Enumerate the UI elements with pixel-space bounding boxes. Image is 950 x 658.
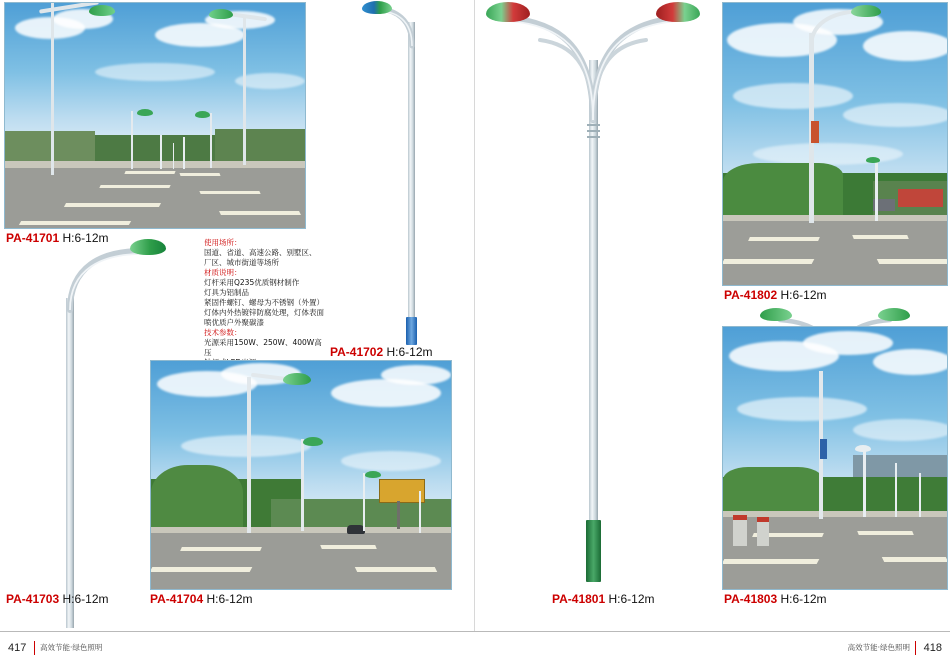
- product-height: H:6-12m: [386, 345, 433, 359]
- footer-divider-right: [915, 641, 916, 655]
- material-line-3: 紧固件螺钉、螺母为不锈钢（外置）: [204, 298, 324, 307]
- caption-41803: [724, 592, 827, 606]
- material-title: 材质说明：: [204, 268, 242, 277]
- product-code: PA-41703: [6, 592, 60, 606]
- footer-label-right: 高效节能·绿色照明: [847, 643, 910, 652]
- product-photo-41803: [722, 326, 948, 590]
- product-height: H:6-12m: [62, 231, 109, 245]
- material-line-4: 灯体内外热镀锌防腐处理，灯体表面: [204, 308, 324, 317]
- product-code: PA-41704: [150, 592, 204, 606]
- product-height: H:6-12m: [780, 592, 827, 606]
- tech-title: 技术参数：: [204, 328, 242, 337]
- product-photo-41802: [722, 2, 948, 286]
- product-height: H:6-12m: [62, 592, 109, 606]
- footer-divider-left: [34, 641, 35, 655]
- pole-base: [406, 317, 417, 345]
- luminaire-left: [760, 308, 792, 321]
- page-number-left: 417: [8, 642, 27, 654]
- material-line-1: 灯杆采用Q235优质钢材制作: [204, 278, 300, 287]
- product-photo-41704: [150, 360, 452, 590]
- product-photo-41701: [4, 2, 306, 229]
- caption-41802: [724, 288, 827, 302]
- caption-41703: [6, 592, 109, 606]
- luminaire: [130, 239, 166, 255]
- page-number-right: 418: [923, 642, 942, 654]
- pole-base: [586, 520, 601, 582]
- product-code: PA-41701: [6, 231, 60, 245]
- caption-41704: [150, 592, 253, 606]
- product-drawing-41702: [360, 0, 460, 345]
- page-footer: [0, 631, 950, 658]
- luminaire: [362, 1, 392, 14]
- usage-title: 使用场所：: [204, 238, 242, 247]
- product-code: PA-41802: [724, 288, 778, 302]
- tech-line-1: 光源采用150W、250W、400W高压: [204, 338, 322, 357]
- usage-line-1: 国道、省道、高速公路、别墅区、: [204, 248, 317, 257]
- luminaire-right: [878, 308, 910, 321]
- product-height: H:6-12m: [206, 592, 253, 606]
- product-height: H:6-12m: [608, 592, 655, 606]
- product-code: PA-41702: [330, 345, 384, 359]
- caption-41801: [552, 592, 655, 606]
- luminaire-right: [656, 2, 700, 22]
- usage-line-2: 厂区、城市街道等场所: [204, 258, 279, 267]
- luminaire-left: [486, 2, 530, 22]
- product-height: H:6-12m: [780, 288, 827, 302]
- footer-label-left: 高效节能·绿色照明: [40, 643, 103, 652]
- caption-41702: [330, 345, 433, 359]
- page-gutter: [474, 0, 475, 632]
- material-line-5: 喷优质户外聚碳漆: [204, 318, 264, 327]
- product-code: PA-41803: [724, 592, 778, 606]
- material-line-2: 灯具为铝制品: [204, 288, 249, 297]
- product-code: PA-41801: [552, 592, 606, 606]
- product-drawing-41801: [478, 0, 708, 585]
